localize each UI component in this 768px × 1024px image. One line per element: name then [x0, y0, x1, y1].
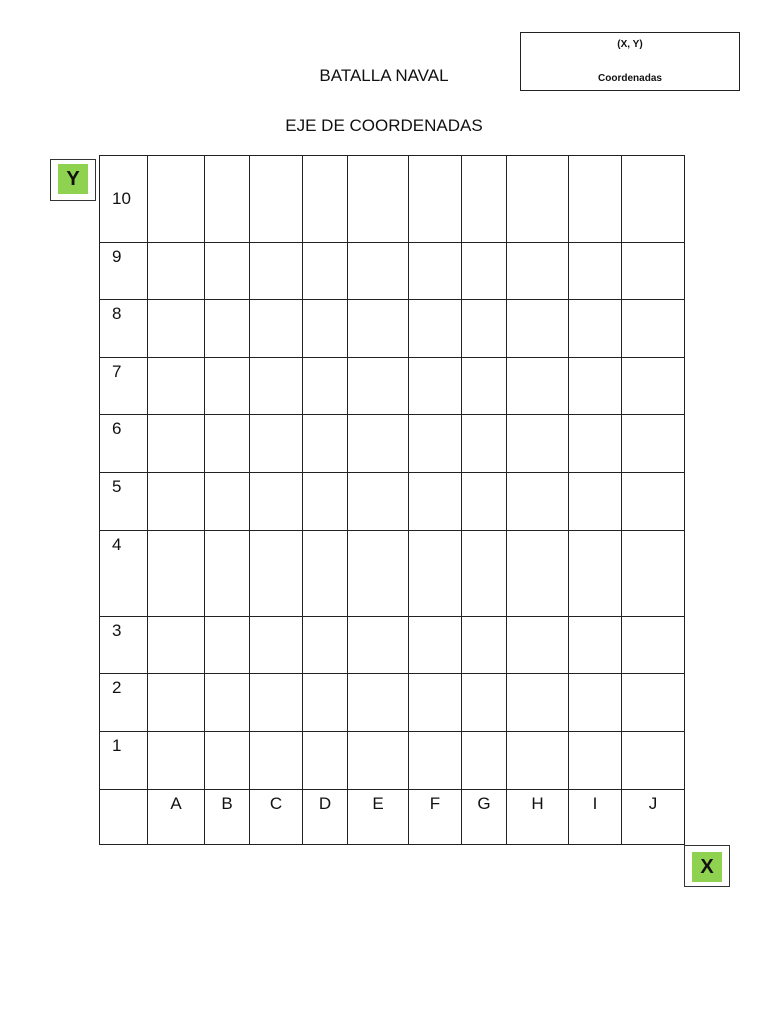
column-label: J	[622, 790, 685, 845]
grid-cell-f-7[interactable]	[409, 358, 462, 415]
grid-cell-g-1[interactable]	[462, 732, 507, 790]
grid-row	[100, 531, 685, 617]
grid-cell-d-9[interactable]	[303, 243, 348, 300]
grid-cell-d-2[interactable]	[303, 674, 348, 732]
grid-row	[100, 473, 685, 531]
grid-cell-j-3[interactable]	[622, 617, 685, 674]
grid-cell-g-4[interactable]	[462, 531, 507, 617]
grid-cell-e-10[interactable]	[348, 156, 409, 243]
grid-row	[100, 243, 685, 300]
grid-cell-e-4[interactable]	[348, 531, 409, 617]
grid-cell-a-7[interactable]	[148, 358, 205, 415]
grid-cell-b-7[interactable]	[205, 358, 250, 415]
column-label: F	[409, 790, 462, 845]
grid-cell-c-7[interactable]	[250, 358, 303, 415]
grid-cell-g-5[interactable]	[462, 473, 507, 531]
row-label: 4	[100, 531, 148, 617]
grid-cell-h-9[interactable]	[507, 243, 569, 300]
column-label: D	[303, 790, 348, 845]
grid-cell-a-9[interactable]	[148, 243, 205, 300]
grid-cell-g-2[interactable]	[462, 674, 507, 732]
grid-cell-j-5[interactable]	[622, 473, 685, 531]
grid-cell-f-4[interactable]	[409, 531, 462, 617]
grid-cell-c-8[interactable]	[250, 300, 303, 358]
grid-cell-a-2[interactable]	[148, 674, 205, 732]
column-label: I	[569, 790, 622, 845]
grid-cell-j-2[interactable]	[622, 674, 685, 732]
grid-cell-e-7[interactable]	[348, 358, 409, 415]
grid-cell-c-5[interactable]	[250, 473, 303, 531]
grid-cell-e-3[interactable]	[348, 617, 409, 674]
grid-cell-i-2[interactable]	[569, 674, 622, 732]
grid-cell-b-5[interactable]	[205, 473, 250, 531]
row-label: 9	[100, 243, 148, 300]
grid-cell-a-5[interactable]	[148, 473, 205, 531]
row-label: 5	[100, 473, 148, 531]
grid-cell-i-7[interactable]	[569, 358, 622, 415]
grid-cell-d-1[interactable]	[303, 732, 348, 790]
grid-cell-c-1[interactable]	[250, 732, 303, 790]
grid-cell-f-3[interactable]	[409, 617, 462, 674]
grid-cell-i-4[interactable]	[569, 531, 622, 617]
grid-cell-h-1[interactable]	[507, 732, 569, 790]
grid-cell-c-2[interactable]	[250, 674, 303, 732]
grid-cell-i-9[interactable]	[569, 243, 622, 300]
grid-cell-i-10[interactable]	[569, 156, 622, 243]
grid-cell-j-8[interactable]	[622, 300, 685, 358]
grid-cell-e-5[interactable]	[348, 473, 409, 531]
coordinates-legend-box	[520, 32, 740, 91]
grid-cell-a-8[interactable]	[148, 300, 205, 358]
grid-cell-c-3[interactable]	[250, 617, 303, 674]
grid-cell-j-7[interactable]	[622, 358, 685, 415]
grid-row	[100, 617, 685, 674]
legend-coordinate-format: (X, Y)	[617, 39, 643, 50]
x-axis-badge	[684, 845, 730, 887]
grid-cell-h-5[interactable]	[507, 473, 569, 531]
grid-cell-j-6[interactable]	[622, 415, 685, 473]
grid-cell-a-10[interactable]	[148, 156, 205, 243]
grid-cell-i-6[interactable]	[569, 415, 622, 473]
grid-cell-f-2[interactable]	[409, 674, 462, 732]
y-axis-label: Y	[58, 164, 88, 194]
grid-cell-h-2[interactable]	[507, 674, 569, 732]
grid-cell-a-1[interactable]	[148, 732, 205, 790]
grid-row	[100, 415, 685, 473]
grid-cell-a-4[interactable]	[148, 531, 205, 617]
grid-cell-d-3[interactable]	[303, 617, 348, 674]
grid-cell-f-6[interactable]	[409, 415, 462, 473]
grid-cell-a-3[interactable]	[148, 617, 205, 674]
grid-cell-d-4[interactable]	[303, 531, 348, 617]
grid-cell-j-10[interactable]	[622, 156, 685, 243]
page-title: BATALLA NAVAL	[319, 66, 449, 85]
grid-cell-d-6[interactable]	[303, 415, 348, 473]
grid-cell-g-3[interactable]	[462, 617, 507, 674]
grid-cell-c-10[interactable]	[250, 156, 303, 243]
grid-cell-a-6[interactable]	[148, 415, 205, 473]
grid-cell-f-9[interactable]	[409, 243, 462, 300]
grid-cell-c-4[interactable]	[250, 531, 303, 617]
grid-cell-h-7[interactable]	[507, 358, 569, 415]
row-label: 8	[100, 300, 148, 358]
legend-caption: Coordenadas	[598, 73, 662, 84]
grid-corner-cell	[100, 790, 148, 845]
grid-cell-i-5[interactable]	[569, 473, 622, 531]
grid-cell-e-9[interactable]	[348, 243, 409, 300]
row-label: 6	[100, 415, 148, 473]
row-label: 3	[100, 617, 148, 674]
grid-cell-c-9[interactable]	[250, 243, 303, 300]
grid-cell-e-2[interactable]	[348, 674, 409, 732]
grid-cell-h-10[interactable]	[507, 156, 569, 243]
battleship-grid	[99, 155, 685, 845]
grid-cell-d-5[interactable]	[303, 473, 348, 531]
grid-cell-g-6[interactable]	[462, 415, 507, 473]
column-label: E	[348, 790, 409, 845]
grid-body	[100, 156, 685, 845]
y-axis-badge	[50, 159, 96, 201]
grid-cell-e-1[interactable]	[348, 732, 409, 790]
row-label: 10	[100, 156, 148, 243]
row-label: 1	[100, 732, 148, 790]
grid-cell-g-9[interactable]	[462, 243, 507, 300]
page-subtitle: EJE DE COORDENADAS	[285, 116, 483, 135]
grid-row	[100, 732, 685, 790]
grid-cell-b-10[interactable]	[205, 156, 250, 243]
grid-cell-j-4[interactable]	[622, 531, 685, 617]
column-label: C	[250, 790, 303, 845]
grid-cell-b-6[interactable]	[205, 415, 250, 473]
grid-cell-h-8[interactable]	[507, 300, 569, 358]
grid-cell-b-9[interactable]	[205, 243, 250, 300]
grid-cell-c-6[interactable]	[250, 415, 303, 473]
grid-cell-f-5[interactable]	[409, 473, 462, 531]
grid-cell-j-1[interactable]	[622, 732, 685, 790]
grid-cell-b-2[interactable]	[205, 674, 250, 732]
grid-cell-j-9[interactable]	[622, 243, 685, 300]
grid-row	[100, 674, 685, 732]
grid-cell-g-10[interactable]	[462, 156, 507, 243]
column-label: G	[462, 790, 507, 845]
grid-cell-f-1[interactable]	[409, 732, 462, 790]
grid-cell-b-8[interactable]	[205, 300, 250, 358]
grid-row	[100, 300, 685, 358]
grid-cell-e-8[interactable]	[348, 300, 409, 358]
column-label: B	[205, 790, 250, 845]
x-axis-label: X	[692, 852, 722, 882]
grid-cell-i-8[interactable]	[569, 300, 622, 358]
grid-cell-d-10[interactable]	[303, 156, 348, 243]
column-label: H	[507, 790, 569, 845]
grid-cell-h-3[interactable]	[507, 617, 569, 674]
grid-row	[100, 358, 685, 415]
grid-cell-f-8[interactable]	[409, 300, 462, 358]
grid-cell-e-6[interactable]	[348, 415, 409, 473]
grid-cell-d-8[interactable]	[303, 300, 348, 358]
row-label: 2	[100, 674, 148, 732]
grid-cell-f-10[interactable]	[409, 156, 462, 243]
grid-cell-g-7[interactable]	[462, 358, 507, 415]
grid-cell-i-3[interactable]	[569, 617, 622, 674]
grid-cell-h-4[interactable]	[507, 531, 569, 617]
grid-cell-b-4[interactable]	[205, 531, 250, 617]
grid-cell-h-6[interactable]	[507, 415, 569, 473]
grid-cell-b-3[interactable]	[205, 617, 250, 674]
grid-cell-d-7[interactable]	[303, 358, 348, 415]
grid-cell-i-1[interactable]	[569, 732, 622, 790]
column-label-row	[100, 790, 685, 845]
row-label: 7	[100, 358, 148, 415]
grid-cell-g-8[interactable]	[462, 300, 507, 358]
grid-cell-b-1[interactable]	[205, 732, 250, 790]
column-label: A	[148, 790, 205, 845]
grid-row	[100, 156, 685, 243]
